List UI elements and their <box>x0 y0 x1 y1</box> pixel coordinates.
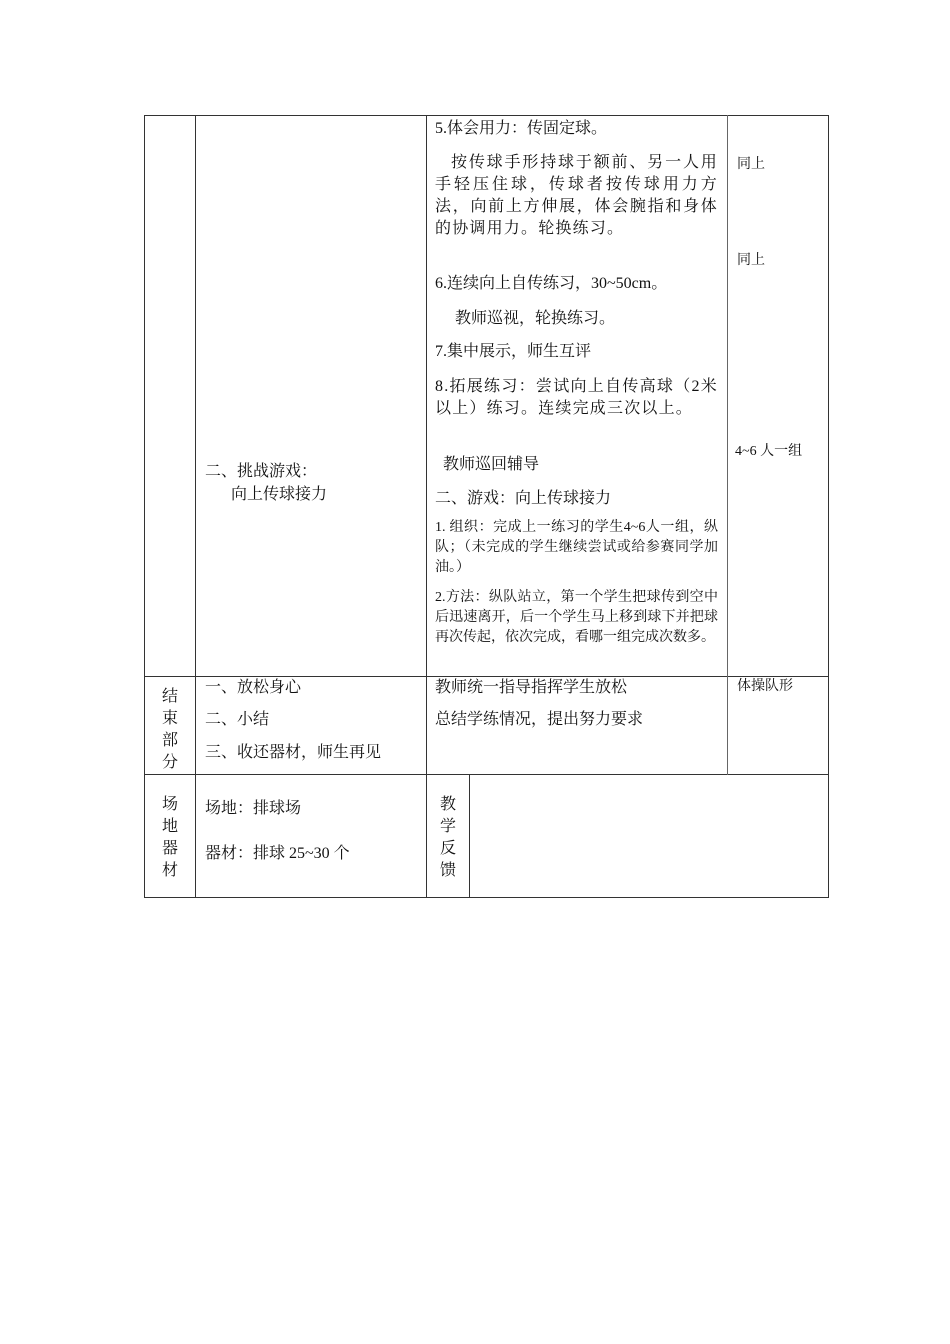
game-method: 2.方法：纵队站立，第一个学生把球传到空中后迅速离开，后一个学生马上移到球下并把球再次传起，依次完成，看哪一组完成次数多。 <box>435 590 718 645</box>
item6-desc: 教师巡视，轮换练习。 <box>455 310 616 327</box>
col-divider-2 <box>426 115 427 898</box>
challenge-game-subtitle: 向上传球接力 <box>231 486 328 503</box>
equipment-section-label: 场地器材 <box>161 796 178 879</box>
lesson-plan-table <box>144 115 828 897</box>
table-border-top <box>144 115 828 116</box>
col-divider-3 <box>727 115 728 775</box>
item6-title: 6.连续向上自传练习，30~50cm。 <box>435 275 668 292</box>
col-divider-1 <box>195 115 196 898</box>
game-organization: 1. 组织：完成上一练习的学生4~6人一组，纵队；（未完成的学生继续尝试或给参赛同学加油。） <box>435 520 718 575</box>
table-border-bottom <box>144 897 828 898</box>
formation-note-1: 同上 <box>737 157 765 172</box>
equipment-text: 器材：排球 25~30 个 <box>205 845 350 862</box>
ending-method-2: 总结学练情况，提出努力要求 <box>435 711 644 728</box>
item8-desc: 教师巡回辅导 <box>443 456 540 473</box>
formation-note-3: 4~6 人一组 <box>735 444 803 459</box>
col-divider-feedback <box>469 774 470 898</box>
ending-section-label: 结束部分 <box>161 688 178 771</box>
ending-content-2: 二、小结 <box>205 711 270 728</box>
item7-title: 7.集中展示，师生互评 <box>435 343 592 360</box>
ending-method-1: 教师统一指导指挥学生放松 <box>435 679 628 696</box>
game-title: 二、游戏：向上传球接力 <box>435 490 612 507</box>
item5-desc: 按传球手形持球于额前、另一人用手轻压住球，传球者按传球用力方法，向前上方伸展，体会腕指和身体的协调用力。轮换练习。 <box>435 154 718 237</box>
ending-formation: 体操队形 <box>737 679 793 694</box>
ending-content-3: 三、收还器材，师生再见 <box>205 744 382 761</box>
table-border-right <box>828 115 829 898</box>
challenge-game-title: 二、挑战游戏： <box>205 463 318 480</box>
row-divider-equipment <box>144 774 828 775</box>
formation-note-2: 同上 <box>737 253 765 268</box>
feedback-label: 教学反馈 <box>439 796 456 879</box>
ending-content-1: 一、放松身心 <box>205 679 302 696</box>
item5-title: 5.体会用力：传固定球。 <box>435 120 608 137</box>
venue-text: 场地：排球场 <box>205 800 302 817</box>
table-border-left <box>144 115 145 898</box>
item8-title: 8.拓展练习：尝试向上自传高球（2米以上）练习。连续完成三次以上。 <box>435 378 718 417</box>
